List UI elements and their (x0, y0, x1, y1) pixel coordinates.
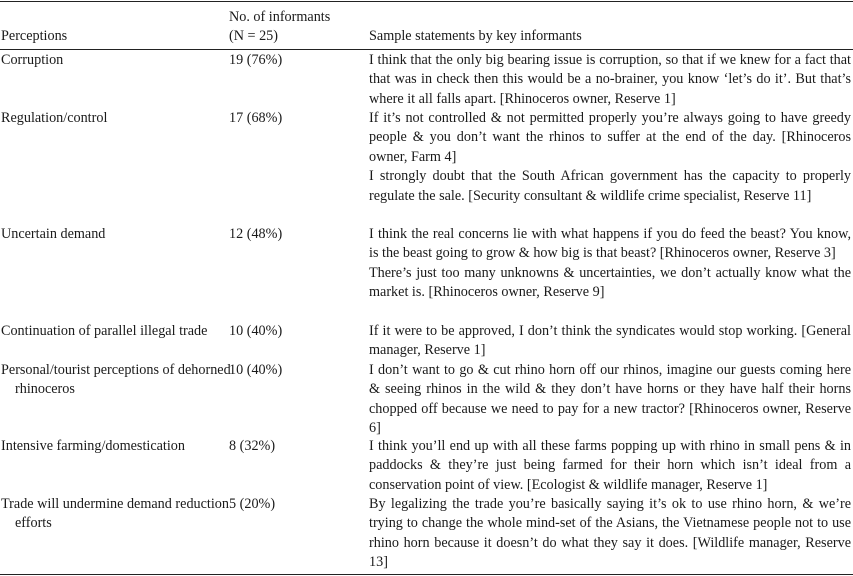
statement: I strongly doubt that the South African government has the capacity to properly regulate the sale. [Security consultant & wildlife crime specialist, Reserve 11] (369, 168, 851, 204)
row-count: 12 (48%) (229, 226, 283, 242)
row-count: 10 (40%) (229, 362, 283, 378)
statement: I don’t want to go & cut rhino horn off our rhinos, imagine our guests coming here & seeing rhinos in the wild & they don’t have horns or they have half their horns chopped off because we need to pay for a new tractor? [Rhinoceros owner, Reserve 6] (369, 362, 851, 437)
statement: I think that the only big bearing issue is corruption, so that if we knew for a fact that that was in check then this would be a no-brainer, you know ‘let’s do it’. But that’s where it all falls apart. [Rhinoceros owner, Reserve 1] (369, 52, 851, 107)
table-top-rule (0, 1, 853, 2)
statement: By legalizing the trade you’re basically saying it’s ok to use rhino horn, & we’re trying to change the whole mind-set of the Asians, the Vietnamese people not to use rhino horn because it doesn’t do what they say it does. [Wildlife manager, Reserve 13] (369, 496, 851, 571)
row-count: 8 (32%) (229, 438, 276, 454)
row-count: 5 (20%) (229, 496, 276, 512)
row-statements (369, 225, 851, 303)
header-informants-line1: No. of informants (229, 9, 331, 25)
header-informants (229, 8, 361, 47)
row-perception: Personal/tourist perceptions of dehorned rhinoceros (1, 362, 231, 398)
row-statements (369, 322, 851, 361)
row-count: 19 (76%) (229, 52, 283, 68)
table-bottom-rule (0, 574, 853, 575)
row-statements (369, 361, 851, 439)
statement: There’s just too many unknowns & uncertainties, we don’t actually know what the market is. [Rhinoceros owner, Reserve 9] (369, 264, 851, 301)
row-statements (369, 51, 851, 109)
row-perception: Trade will undermine demand reduction efforts (1, 496, 229, 532)
statement: If it were to be approved, I don’t think the syndicates would stop working. [General manager, Reserve 1] (369, 323, 851, 359)
statement: If it’s not controlled & not permitted properly you’re always going to have greedy people & you don’t want the rhinos to suffer at the end of the day. [Rhinoceros owner, Farm 4] (369, 110, 851, 165)
header-perceptions: Perceptions (1, 28, 68, 44)
header-informants-line2: (N = 25) (229, 28, 278, 45)
row-count: 10 (40%) (229, 323, 283, 339)
statement: I think you’ll end up with all these farms popping up with rhino in small pens & in paddocks & they’re just being farmed for their horn which isn’t ideal from a conservation point of view. [Ecologist & wildlife manager, Reserve 1] (369, 438, 851, 493)
row-perception: Regulation/control (1, 110, 108, 126)
row-perception: Intensive farming/domestication (1, 438, 185, 454)
row-perception: Uncertain demand (1, 226, 106, 242)
row-count: 17 (68%) (229, 110, 283, 126)
statement: I think the real concerns lie with what happens if you do feed the beast? You know, is the beast going to grow & how big is that beast? [Rhinoceros owner, Reserve 3] (369, 226, 851, 262)
row-statements (369, 495, 851, 573)
row-perception: Corruption (1, 52, 64, 68)
header-statements: Sample statements by key informants (369, 28, 582, 44)
table-header-rule (0, 49, 853, 50)
row-statements (369, 437, 851, 495)
row-statements (369, 109, 851, 206)
row-perception: Continuation of parallel illegal trade (1, 323, 208, 339)
